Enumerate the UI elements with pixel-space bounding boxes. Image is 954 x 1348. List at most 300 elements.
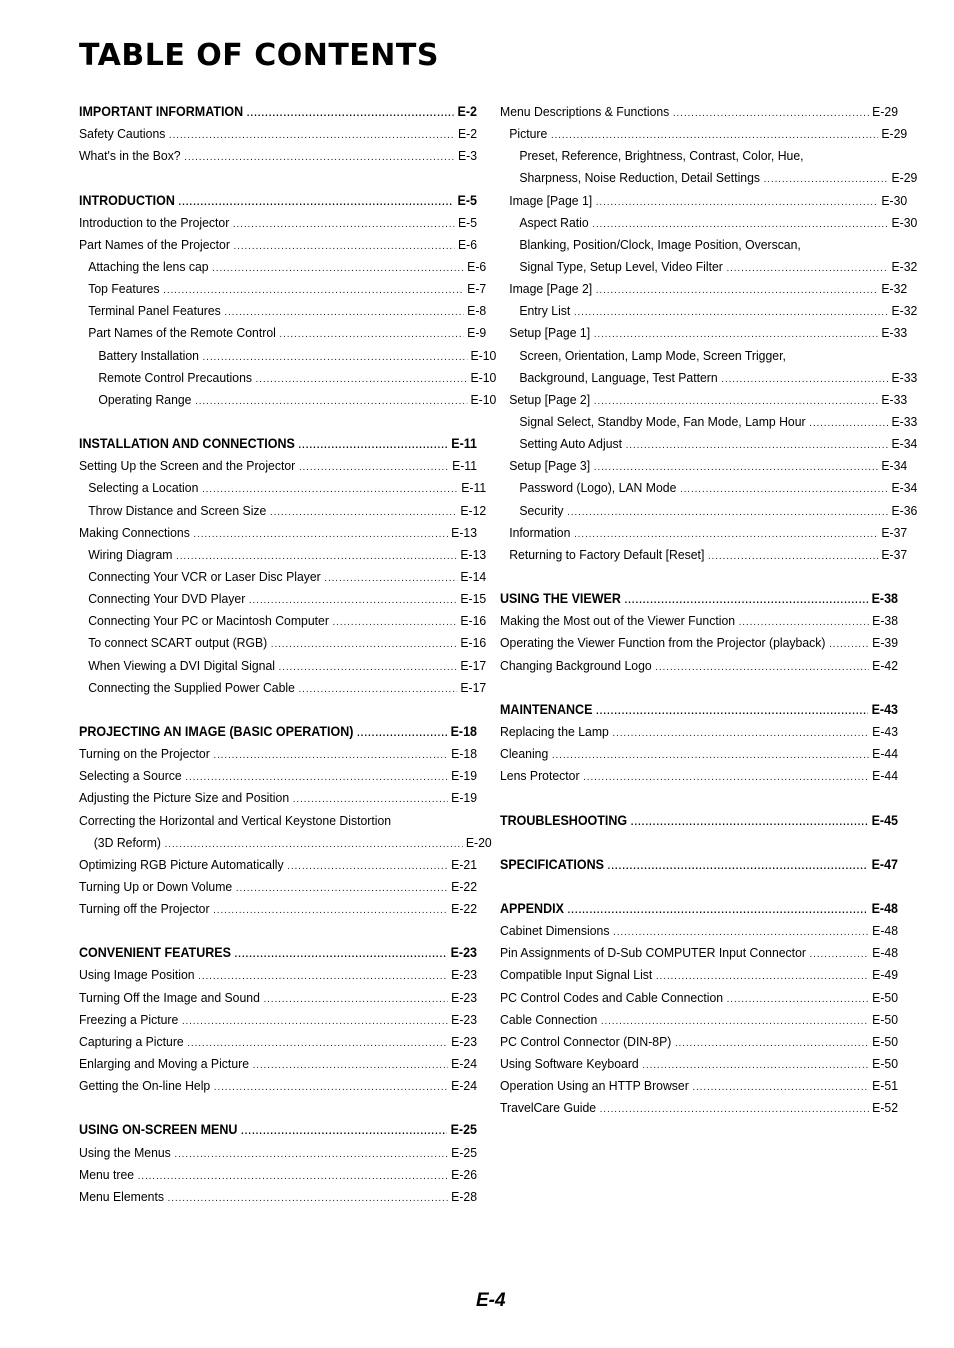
toc-page-number: E-10 [470,347,497,363]
toc-entry[interactable] [500,281,907,303]
toc-right-column [500,104,918,1122]
toc-entry[interactable] [79,1167,477,1189]
dot-leader [168,1193,448,1204]
toc-entry[interactable] [500,458,907,480]
toc-page-number: E-34 [881,458,908,474]
toc-page-number: E-23 [451,989,478,1005]
toc-entry[interactable] [79,835,492,857]
toc-page-number: E-15 [460,591,487,607]
dot-leader [551,130,878,141]
toc-page-number: E-26 [451,1166,478,1182]
toc-entry[interactable] [500,325,907,347]
toc-entry-label: Entry List [519,303,571,319]
toc-entry-label: What's in the Box? [79,148,181,164]
toc-page-number: E-28 [451,1188,478,1204]
toc-entry-continued [500,237,917,259]
toc-entry-label: Using the Menus [79,1144,171,1160]
toc-page-number: E-33 [891,369,918,385]
dot-leader [247,108,454,119]
toc-entry[interactable] [79,613,486,635]
toc-entry[interactable] [79,1056,477,1078]
toc-entry-label: Replacing the Lamp [500,723,609,739]
toc-entry[interactable] [79,348,496,370]
toc-entry-continued [79,813,477,835]
toc-page-number: E-17 [460,657,487,673]
toc-page-number: E-33 [891,413,918,429]
toc-page-number: E-6 [467,258,487,274]
toc-entry[interactable] [79,591,486,613]
toc-page-number: E-48 [872,923,899,939]
toc-page-number: E-29 [881,126,908,142]
dot-leader [270,507,457,518]
toc-entry-label: Signal Select, Standby Mode, Fan Mode, Lamp Hour [519,413,806,429]
toc-entry-label: Setting Up the Screen and the Projector [79,458,296,474]
dot-leader [163,285,463,296]
page-number: E-4 [476,1290,506,1311]
toc-entry-label: Pin Assignments of D-Sub COMPUTER Input Connector [500,945,806,961]
toc-page-number: E-13 [451,524,478,540]
toc-entry-label: PROJECTING AN IMAGE (BASIC OPERATION) [79,723,354,739]
toc-entry[interactable] [500,215,917,237]
toc-page-number: E-2 [457,126,478,142]
toc-entry[interactable] [500,967,898,989]
toc-entry-label: PC Control Connector (DIN-8P) [500,1033,672,1049]
dot-leader [138,1171,448,1182]
dot-leader [324,573,456,584]
toc-entry-label: Connecting Your VCR or Laser Disc Player [88,568,321,584]
toc-page-number: E-11 [461,480,487,496]
toc-page-number: E-50 [872,1033,899,1049]
toc-entry[interactable] [79,1012,477,1034]
dot-leader [176,551,457,562]
toc-left-column [79,104,497,1211]
toc-page-number: E-24 [451,1056,478,1072]
toc-entry-label: Attaching the lens cap [88,258,209,274]
toc-page-number: E-9 [467,325,487,341]
toc-entry-label: Turning Off the Image and Sound [79,989,260,1005]
dot-leader [234,241,455,252]
toc-page-number: E-36 [891,502,918,518]
toc-entry-label: Picture [509,126,548,142]
toc-spacer [79,702,477,724]
dot-leader [184,152,454,163]
toc-page-number: E-21 [451,856,478,872]
toc-entry[interactable] [500,1012,898,1034]
toc-entry-label: Operating Range [98,391,192,407]
toc-spacer [500,835,898,857]
toc-page-number: E-12 [460,502,487,518]
dot-leader [279,662,457,673]
toc-spacer [79,923,477,945]
toc-entry[interactable] [79,126,477,148]
toc-entry[interactable] [500,503,917,525]
toc-page-number: E-29 [891,170,918,186]
toc-page-number: E-19 [451,790,478,806]
toc-section-heading[interactable] [79,724,477,746]
toc-page-number: E-13 [460,546,487,562]
dot-leader [675,1038,868,1049]
toc-entry[interactable] [500,126,907,148]
toc-entry[interactable] [500,613,898,635]
toc-entry-label: Menu tree [79,1166,135,1182]
toc-page-number: E-23 [450,945,478,961]
dot-leader [187,1038,447,1049]
toc-entry[interactable] [79,503,486,525]
dot-leader [594,329,878,340]
toc-entry[interactable] [500,480,917,502]
toc-page-number: E-5 [457,214,478,230]
dot-leader [727,994,869,1005]
toc-entry[interactable] [79,480,486,502]
toc-entry-label: TravelCare Guide [500,1100,597,1116]
toc-page-number: E-22 [451,901,478,917]
dot-leader [655,662,868,673]
dot-leader [249,595,457,606]
dot-leader [625,595,868,606]
dot-leader [596,285,878,296]
dot-leader [592,219,887,230]
toc-entry[interactable] [79,901,477,923]
toc-entry[interactable] [79,325,486,347]
dot-leader [198,971,447,982]
toc-entry-label: Returning to Factory Default [Reset] [509,546,705,562]
toc-entry[interactable] [500,923,898,945]
toc-page-number: E-33 [881,391,908,407]
dot-leader [271,639,457,650]
toc-entry[interactable] [500,370,917,392]
toc-spacer [79,414,477,436]
toc-entry[interactable] [79,525,477,547]
toc-entry-label: When Viewing a DVI Digital Signal [88,657,275,673]
toc-page-number: E-23 [451,967,478,983]
toc-entry[interactable] [79,658,486,680]
toc-entry-label: Making the Most out of the Viewer Function [500,613,736,629]
toc-entry-label: Getting the On-line Help [79,1078,211,1094]
toc-entry[interactable] [79,259,486,281]
toc-entry[interactable] [79,746,477,768]
toc-entry[interactable] [79,1034,477,1056]
toc-page-number: E-25 [450,1122,478,1138]
dot-leader [721,374,887,385]
dot-leader [241,1126,447,1137]
toc-entry-label: Safety Cautions [79,126,166,142]
dot-leader [594,396,878,407]
dot-leader [357,728,447,739]
dot-leader [608,861,868,872]
dot-leader [214,1082,448,1093]
toc-page-number: E-23 [451,1011,478,1027]
toc-page-number: E-47 [871,856,899,872]
toc-page-number: E-30 [881,192,908,208]
toc-entry-label: Optimizing RGB Picture Automatically [79,856,284,872]
toc-entry[interactable] [79,569,486,591]
toc-entry-label: Top Features [88,281,160,297]
toc-section-heading[interactable] [500,702,898,724]
toc-entry-label: Signal Type, Setup Level, Video Filter [519,258,723,274]
toc-page-number: E-19 [451,768,478,784]
toc-entry-label: Image [Page 1] [509,192,593,208]
toc-page-number: E-6 [457,236,478,252]
toc-entry-label: USING ON-SCREEN MENU [79,1122,238,1138]
toc-entry-label: Setting Auto Adjust [519,436,623,452]
dot-leader [552,750,869,761]
dot-leader [739,617,869,628]
toc-entry[interactable] [79,1189,477,1211]
dot-leader [179,197,454,208]
toc-page-number: E-20 [465,834,492,850]
toc-entry-label: Compatible Input Signal List [500,967,653,983]
dot-leader [299,462,448,473]
toc-entry-label: Cable Connection [500,1011,598,1027]
toc-page-number: E-29 [872,104,899,119]
toc-section-heading[interactable] [79,104,477,126]
toc-page-number: E-50 [872,1011,899,1027]
dot-leader [333,617,457,628]
toc-entry-label: Using Software Keyboard [500,1056,639,1072]
dot-leader [195,396,467,407]
toc-entry[interactable] [500,990,898,1012]
toc-entry[interactable] [500,104,898,126]
toc-entry-label: Menu Elements [79,1188,164,1204]
toc-entry[interactable] [500,746,898,768]
toc-page-number: E-16 [460,613,487,629]
toc-entry-label: INSTALLATION AND CONNECTIONS [79,436,295,452]
toc-page-number: E-23 [451,1033,478,1049]
dot-leader [612,728,868,739]
toc-spacer [79,1100,477,1122]
toc-entry[interactable] [500,259,917,281]
dot-leader [680,484,888,495]
toc-entry-label: (3D Reform) [93,834,162,850]
toc-entry-label: Operation Using an HTTP Browser [500,1078,689,1094]
toc-entry-label: Part Names of the Projector [79,236,230,252]
toc-entry[interactable] [79,281,486,303]
toc-entry-label: Password (Logo), LAN Mode [519,480,677,496]
dot-leader [224,307,463,318]
dot-leader [574,307,888,318]
toc-entry[interactable] [79,148,477,170]
toc-entry-continued [500,148,917,170]
dot-leader [829,639,868,650]
toc-entry[interactable] [79,1145,477,1167]
toc-page-number: E-44 [872,746,899,762]
toc-entry-label: Sharpness, Noise Reduction, Detail Settings [519,170,761,186]
toc-entry[interactable] [500,635,898,657]
toc-page-number: E-30 [891,214,918,230]
toc-entry[interactable] [500,945,898,967]
dot-leader [182,1016,448,1027]
toc-entry[interactable] [500,724,898,746]
dot-leader [810,949,869,960]
toc-entry[interactable] [79,303,486,325]
dot-leader [727,263,888,274]
toc-entry[interactable] [79,458,477,480]
toc-page-number: E-18 [450,723,478,739]
toc-entry[interactable] [500,303,917,325]
toc-page-number: E-24 [451,1078,478,1094]
toc-page-number: E-34 [891,436,918,452]
dot-leader [708,551,878,562]
toc-entry-label: Changing Background Logo [500,657,652,673]
toc-entry-label: Turning Up or Down Volume [79,878,233,894]
dot-leader [194,529,448,540]
toc-page-number: E-48 [871,901,899,917]
toc-entry-continued [500,348,917,370]
toc-entry-label: Cleaning [500,746,549,762]
dot-leader [764,174,888,185]
toc-entry[interactable] [500,1056,898,1078]
toc-section-heading[interactable] [500,591,898,613]
dot-leader [165,839,463,850]
toc-entry[interactable] [500,547,907,569]
toc-entry[interactable] [79,990,477,1012]
toc-page-number: E-50 [872,1056,899,1072]
toc-section-heading[interactable] [79,436,477,458]
toc-entry[interactable] [500,768,898,790]
dot-leader [631,817,868,828]
toc-entry-label: Blanking, Position/Clock, Image Position, Overscan, [519,236,801,252]
toc-entry-label: Freezing a Picture [79,1011,179,1027]
toc-entry[interactable] [500,392,907,414]
dot-leader [235,949,447,960]
toc-entry[interactable] [500,525,907,547]
toc-page-number: E-16 [460,635,487,651]
toc-page-number: E-32 [881,281,908,297]
toc-entry[interactable] [500,658,898,680]
toc-entry[interactable] [79,967,477,989]
toc-entry[interactable] [500,170,917,192]
toc-section-heading[interactable] [500,857,898,879]
toc-page-number: E-10 [470,391,497,407]
toc-entry[interactable] [500,414,917,436]
toc-page-number: E-49 [872,967,899,983]
toc-page-number: E-48 [872,945,899,961]
dot-leader [626,440,888,451]
toc-entry[interactable] [79,237,477,259]
toc-section-heading[interactable] [500,813,898,835]
toc-page-number: E-5 [457,192,478,208]
toc-entry-label: Image [Page 2] [509,281,593,297]
toc-entry-label: Turning on the Projector [79,746,210,762]
dot-leader [264,994,448,1005]
toc-entry[interactable] [79,1078,477,1100]
toc-entry-label: Terminal Panel Features [88,303,221,319]
toc-entry[interactable] [79,768,477,790]
toc-entry-label: IMPORTANT INFORMATION [79,104,244,119]
toc-entry[interactable] [500,1078,898,1100]
toc-entry-label: Capturing a Picture [79,1033,184,1049]
toc-entry-label: Adjusting the Picture Size and Position [79,790,290,806]
toc-entry[interactable] [79,879,477,901]
toc-entry[interactable] [79,392,496,414]
dot-leader [236,883,448,894]
dot-leader [233,219,454,230]
toc-section-heading[interactable] [500,901,898,923]
dot-leader [256,374,467,385]
toc-entry[interactable] [500,193,907,215]
dot-leader [583,772,868,783]
toc-entry[interactable] [79,680,486,702]
toc-section-heading[interactable] [79,945,477,967]
toc-page-number: E-43 [871,701,899,717]
toc-page-number: E-34 [891,480,918,496]
toc-entry-label: APPENDIX [500,901,564,917]
dot-leader [568,905,868,916]
toc-entry-label: Using Image Position [79,967,195,983]
toc-entry-label: PC Control Codes and Cable Connection [500,989,724,1005]
dot-leader [574,529,878,540]
toc-page-number: E-43 [872,723,899,739]
toc-section-heading[interactable] [79,193,477,215]
toc-entry-label: To connect SCART output (RGB) [88,635,268,651]
toc-page-number: E-37 [881,524,908,540]
toc-entry[interactable] [79,547,486,569]
toc-entry-label: Background, Language, Test Pattern [519,369,718,385]
toc-entry-label: Security [519,502,564,518]
toc-page-number: E-25 [451,1144,478,1160]
dot-leader [253,1060,448,1071]
toc-entry-label: Preset, Reference, Brightness, Contrast, Color, Hue, [519,148,804,164]
toc-page-number: E-14 [460,568,487,584]
dot-leader [203,352,467,363]
toc-entry-label: Connecting Your PC or Macintosh Computer [88,613,329,629]
toc-page-number: E-3 [457,148,478,164]
toc-entry[interactable] [79,790,477,812]
toc-entry[interactable] [79,635,486,657]
toc-page-number: E-44 [872,768,899,784]
toc-entry[interactable] [500,1034,898,1056]
toc-entry-label: USING THE VIEWER [500,591,621,607]
toc-entry[interactable] [500,436,917,458]
dot-leader [692,1082,868,1093]
toc-entry-label: Setup [Page 2] [509,391,591,407]
toc-entry-label: Correcting the Horizontal and Vertical Keystone Distortion [79,812,392,828]
toc-page-number: E-45 [871,812,899,828]
toc-entry-label: Aspect Ratio [519,214,589,230]
toc-page-number: E-17 [460,679,487,695]
dot-leader [596,197,878,208]
toc-spacer [79,170,477,192]
toc-entry-label: Setup [Page 3] [509,458,591,474]
toc-section-heading[interactable] [79,1122,477,1144]
toc-page-number: E-11 [451,436,478,452]
toc-entry[interactable] [79,370,496,392]
toc-entry-label: Operating the Viewer Function from the Projector (playback) [500,635,826,651]
toc-page-number: E-7 [467,281,487,297]
toc-entry[interactable] [500,1100,898,1122]
toc-spacer [500,879,898,901]
toc-page-number: E-11 [452,458,478,474]
dot-leader [299,440,448,451]
toc-entry-label: Part Names of the Remote Control [88,325,276,341]
dot-leader [600,1104,869,1115]
toc-entry-label: CONVENIENT FEATURES [79,945,231,961]
toc-entry[interactable] [79,215,477,237]
toc-entry[interactable] [79,857,477,879]
toc-entry-label: Making Connections [79,524,190,540]
dot-leader [299,684,457,695]
toc-entry-label: Introduction to the Projector [79,214,230,230]
toc-page-number: E-50 [872,989,899,1005]
toc-page-number: E-39 [872,635,899,651]
dot-leader [596,706,868,717]
toc-page-number: E-10 [470,369,497,385]
dot-leader [293,794,448,805]
dot-leader [594,462,878,473]
toc-entry-label: Throw Distance and Screen Size [88,502,267,518]
toc-entry-label: Screen, Orientation, Lamp Mode, Screen Trigger, [519,347,786,363]
toc-page-number: E-38 [871,591,899,607]
